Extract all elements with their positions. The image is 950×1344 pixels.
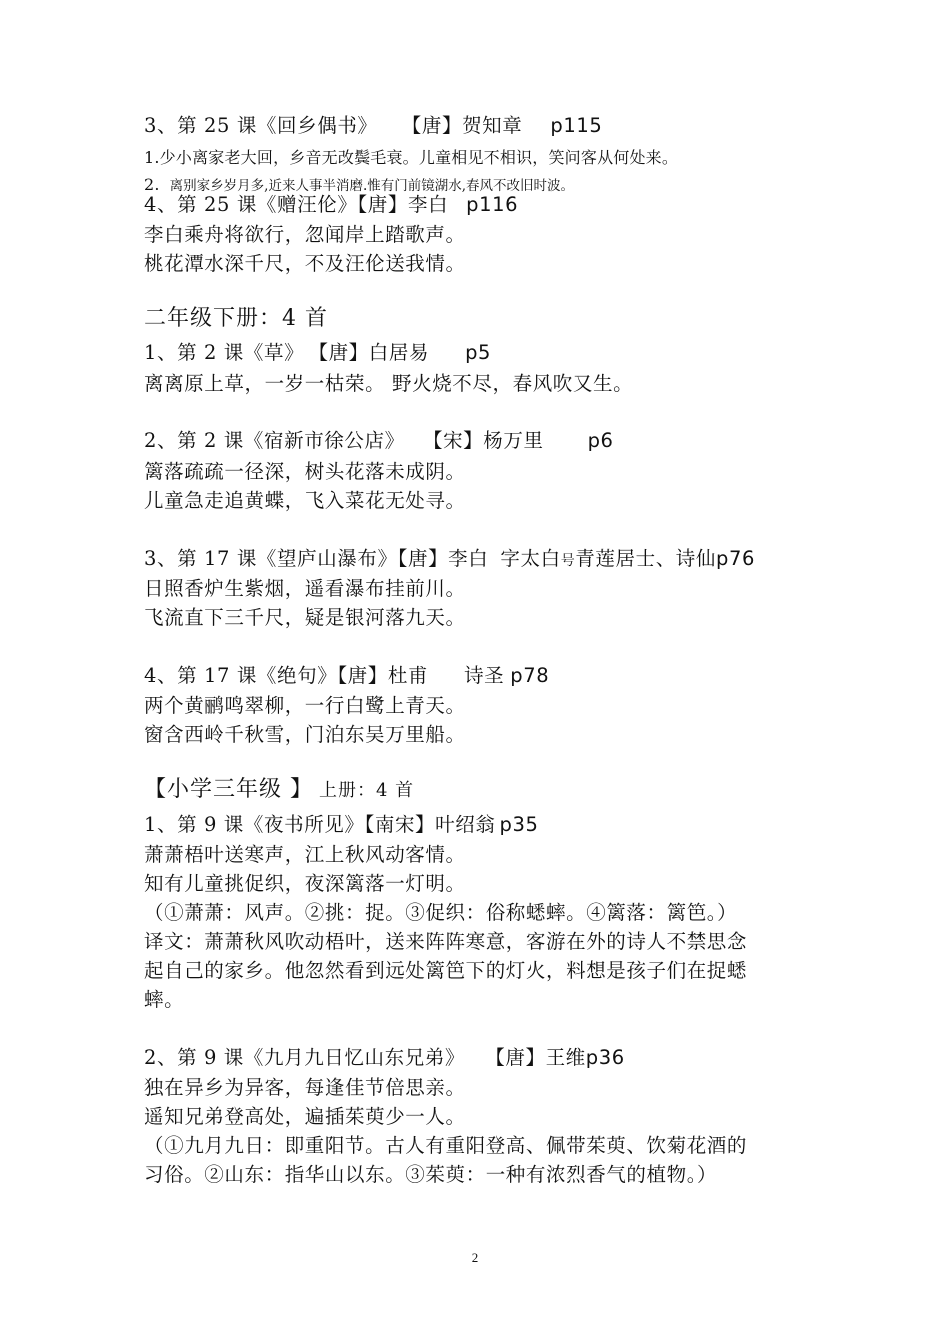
poem-line: 1.少小离家老大回，乡音无改鬓毛衰。儿童相见不相识，笑问客从何处来。 [144, 148, 679, 167]
line-number: 2. [144, 175, 160, 194]
author-note: 青莲居士、诗仙 [575, 547, 716, 570]
annotation-line: （①萧萧：风声。②挑：捉。③促织：俗称蟋蟀。④篱落：篱笆。） [144, 901, 738, 924]
poem-heading [144, 340, 491, 366]
poem-line: 窗含西岭千秋雪，门泊东吴万里船。 [144, 723, 466, 746]
poem-author: 【宋】杨万里 [432, 429, 544, 452]
annotation-line: 习俗。②山东：指华山以东。③茱萸：一种有浓烈香气的植物。） [144, 1163, 718, 1186]
poem-line: 李白乘舟将欲行，忽闻岸上踏歌声。 [144, 223, 466, 246]
grade-label: 【小学三年级 】 [144, 777, 313, 802]
page-ref: p5 [465, 341, 492, 364]
poem-heading [144, 1045, 625, 1071]
translation-line: 蟀。 [144, 988, 185, 1011]
translation-line: 起自己的家乡。他忽然看到远处篱笆下的灯火，料想是孩子们在捉蟋 [144, 959, 748, 982]
page-ref: p35 [499, 813, 539, 836]
poem-line: 遥知兄弟登高处，遍插茱萸少一人。 [144, 1105, 466, 1128]
page-ref: p78 [510, 664, 550, 687]
page-ref: p6 [587, 429, 614, 452]
author-note: 诗圣 [464, 664, 505, 687]
poem-title: 4、第 17 课《绝句》【唐】杜甫 [144, 664, 429, 687]
poem-title: 1、第 2 课《草》 [144, 341, 305, 364]
poem-title: 2、第 9 课《九月九日忆山东兄弟》 [144, 1046, 466, 1069]
page-ref: p36 [585, 1046, 625, 1069]
poem-text: 离别家乡岁月多,近来人事半消磨.惟有门前镜湖水,春风不改旧时波。 [169, 178, 575, 194]
poem-heading [144, 113, 602, 139]
poem-line: 两个黄鹂鸣翠柳，一行白鹭上青天。 [144, 694, 466, 717]
poem-author: 【唐】王维 [495, 1046, 586, 1069]
poem-line: 桃花潭水深千尺，不及汪伦送我情。 [144, 252, 466, 275]
poem-line: 独在异乡为异客，每逢佳节倍思亲。 [144, 1076, 466, 1099]
poem-heading [144, 192, 518, 218]
poem-line: 儿童急走追黄蝶，飞入菜花无处寻。 [144, 489, 466, 512]
page-ref: p115 [550, 114, 603, 137]
page-ref: p76 [716, 547, 755, 570]
poem-author: 【唐】白居易 [318, 341, 430, 364]
poem-line: 萧萧梧叶送寒声，江上秋风动客情。 [144, 843, 466, 866]
poem-author: 【唐】贺知章 [411, 114, 523, 137]
poem-title: 3、第 17 课《望庐山瀑布》【唐】李白 [144, 547, 489, 570]
author-note: 号 [560, 553, 576, 569]
volume-label: 上册：4 首 [319, 780, 415, 801]
poem-heading [144, 428, 614, 454]
poem-heading [144, 812, 538, 838]
section-title: 二年级下册：4 首 [144, 306, 328, 331]
poem-title: 3、第 25 课《回乡偶书》 [144, 114, 378, 137]
poem-line: 飞流直下三千尺，疑是银河落九天。 [144, 606, 466, 629]
poem-title: 2、第 2 课《宿新市徐公店》 [144, 429, 405, 452]
poem-heading [144, 663, 549, 689]
poem-line: 日照香炉生紫烟，遥看瀑布挂前川。 [144, 577, 466, 600]
page-number: 2 [471, 1250, 479, 1265]
page-ref: p116 [466, 193, 519, 216]
poem-heading [144, 546, 755, 574]
section-title [144, 777, 414, 804]
translation-line: 译文：萧萧秋风吹动梧叶，送来阵阵寒意，客游在外的诗人不禁思念 [144, 930, 748, 953]
poem-title: 4、第 25 课《赠汪伦》【唐】李白 [144, 193, 449, 216]
poem-line: 篱落疏疏一径深，树头花落未成阴。 [144, 460, 466, 483]
poem-title: 1、第 9 课《夜书所见》【南宋】叶绍翁 [144, 813, 496, 836]
poem-line: 知有儿童挑促织，夜深篱落一灯明。 [144, 872, 466, 895]
annotation-line: （①九月九日：即重阳节。古人有重阳登高、佩带茱萸、饮菊花酒的 [144, 1134, 748, 1157]
author-note: 字太白 [500, 547, 561, 570]
poem-line: 离离原上草，一岁一枯荣。 野火烧不尽，春风吹又生。 [144, 372, 634, 395]
